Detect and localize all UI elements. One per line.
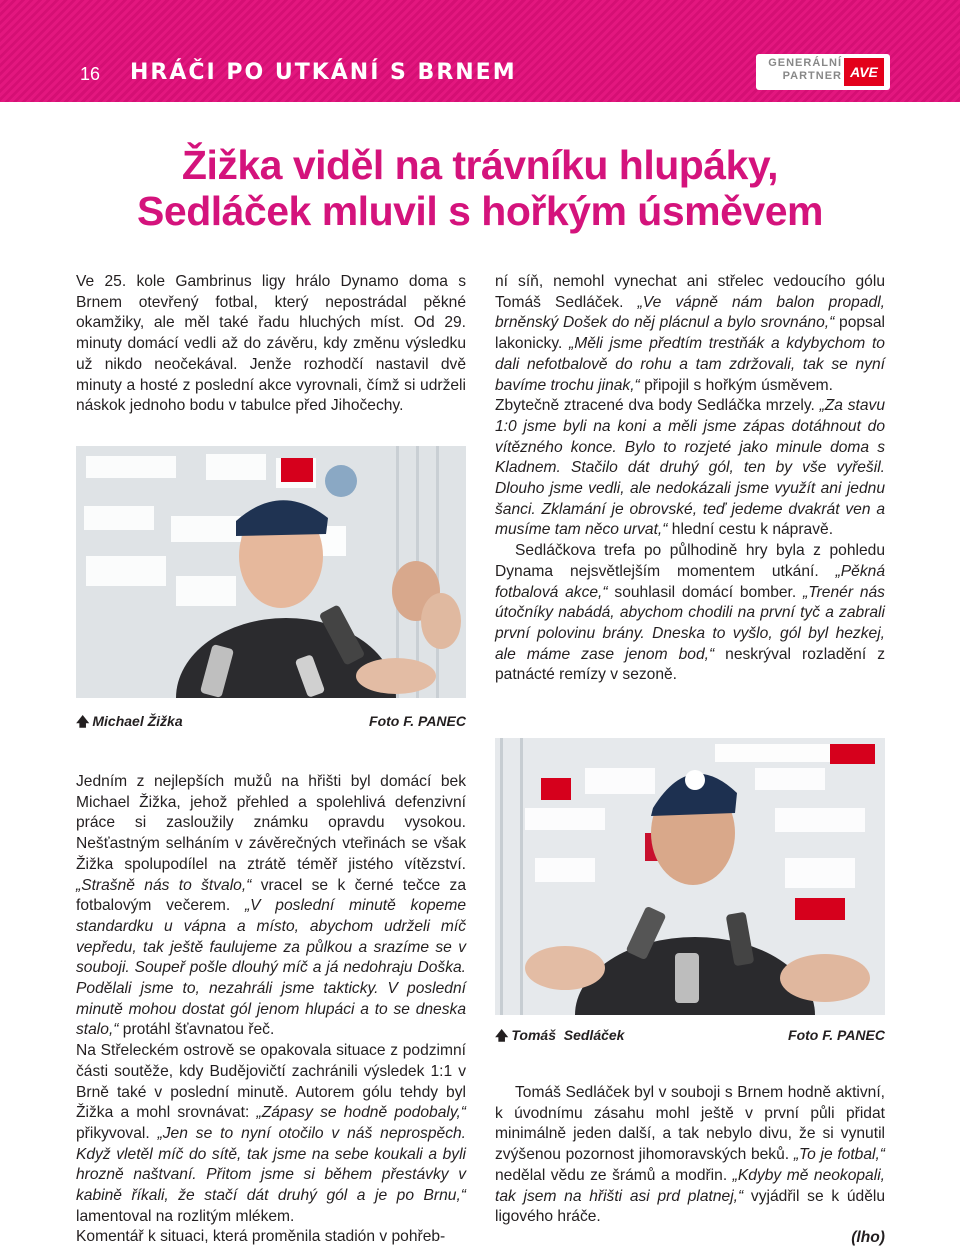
quote: „V poslední minutě kopeme standardku u vápna a místo, abychom udrželi míč vepředu, tak ještě faulujeme za půlkou a srazíme se v souboji. Soupeř pošle dlouhý míč a já nedohraju Doška. Podělali jsme to, nezahráli jsme takticky. V poslední minutě mohou dostat gól jenom hlupáci a to se dneska stalo,“ — [76, 897, 466, 1039]
text-run: protáhl šťavnatou řeč. — [118, 1021, 275, 1039]
quote: „Zápasy se hodně podobaly,“ — [256, 1104, 466, 1122]
quote: „Měli jsme předtím trestňák a kdybychom to dali nefotbalově do rohu a tam zdržovali, tak se nyní bavíme trochu jinak,“ — [495, 335, 885, 394]
text-run: Na Střeleckém ostrově se opakovala situace z podzimní části soutěže, kdy Budějovičtí zachránili výsledek 1:1 v Brně také v poslední minutě. Autorem gólu tehdy byl Žižka a mohl srovnávat: — [76, 1042, 466, 1122]
headline-line1: Žižka viděl na trávníku hlupáky, — [181, 142, 779, 188]
text-run: vracel se k černé tečce za fotbalovým večerem. — [76, 876, 466, 915]
text-run: popsal lakonicky. — [495, 314, 885, 353]
left-column — [76, 772, 466, 1248]
quote: „To je fotbal,“ — [793, 1146, 886, 1164]
right-column-bottom — [495, 1083, 885, 1249]
text-run: Zbytečně ztracené dva body Sedláčka mrzely. — [495, 397, 820, 415]
author-signature: (lho) — [851, 1228, 885, 1246]
intro-paragraph: Ve 25. kole Gambrinus ligy hrálo Dynamo doma s Brnem otevřený fotbal, který nepostrádal pěkné okamžiky, ale měl také řadu hluchých míst. Od 29. minuty domácí vedli až do závěru, kdy změnu výsledku už nikdo neočekával. Jenže rozhodčí nastavil dvě minuty a hosté z poslední akce vyrovnali, čímž si udrželi náskok jednoho bodu v tabulce před Jihočechy. — [76, 273, 466, 415]
right-paragraph-2 — [495, 396, 885, 541]
arrow-up-icon: 🡅 — [495, 1028, 509, 1043]
right-paragraph-1 — [495, 272, 885, 396]
text-run: ní síň, nemohl vynechat ani střelec vedoucího gólu Tomáš Sedláček. — [495, 273, 885, 311]
quote: „Strašně nás to štvalo,“ — [76, 876, 252, 894]
text-run: přikyvoval. — [76, 1124, 158, 1142]
photo2-name: Tomáš Sedláček — [511, 1027, 625, 1043]
article-headline — [0, 142, 960, 234]
text-run: neskrýval rozladění z patnácté remízy v sezoně. — [495, 645, 885, 684]
text-run: hlední cestu k nápravě. — [667, 521, 834, 539]
header-bar — [60, 46, 900, 100]
photo2-caption — [495, 1027, 885, 1049]
right-paragraph-3 — [495, 541, 885, 686]
sponsor-line1: GENERÁLNÍ — [768, 57, 842, 69]
quote: „Za stavu 1:0 jsme byli na koni a měli jsme zápas dotáhnout do vítězného konce. Bylo to rozjeté jako minule doma s Kladnem. Stačilo dát druhý gól, ten by vše vyřešil. Dlouho jsme vedli, ale nedokázali jsme využít ani jednu šanci. Zklamání je obrovské, teď jedeme dvakrát ven a musíme tam něco urvat,“ — [495, 397, 885, 539]
quote: „Ve vápně nám balon propadl, brněnský Došek do něj plácnul a bylo srovnáno,“ — [495, 293, 885, 332]
text-run: lamentoval na rozlitým mlékem. — [76, 1207, 295, 1225]
intro-column — [76, 272, 466, 417]
photo-tomas-sedlacek — [495, 738, 885, 1015]
section-title: HRÁČI PO UTKÁNÍ S BRNEM — [130, 60, 517, 85]
quote: „Kdyby mě neokopali, tak jsem na hřišti asi prd platnej,“ — [495, 1166, 885, 1205]
quote: „Jen se to nyní otočilo v náš neprospěch. Když vletěl míč do sítě, tak jsme na sebe koukali a byli hrozně naštvaní. Přitom jsme si během přestávky v kabině říkali, že stačí dát druhý gól a je po Brnu,“ — [76, 1124, 466, 1205]
text-run: nedělal vědu ze šrámů a modřin. — [495, 1166, 733, 1184]
photo1-name: Michael Žižka — [92, 713, 183, 729]
headline-line2: Sedláček mluvil s hořkým úsměvem — [137, 188, 823, 234]
right-column-top — [495, 272, 885, 686]
photo-sedlacek-image — [495, 738, 885, 1015]
sponsor-line2: PARTNER — [782, 70, 842, 82]
text-run: Sedláčkova trefa po půlhodině hry byla z pohledu Dynama nejsvětlejším momentem utkání. — [495, 542, 885, 580]
left-paragraph-1 — [76, 772, 466, 1041]
quote: „Trenér nás útočníky nabádá, abychom chodili na první tyč a zabrali první polovinu brány. Dneska to vyšlo, gól byl hezkej, ale máme zase jenom bod,“ — [495, 583, 885, 663]
photo-zizka-image — [76, 446, 466, 698]
ave-logo: AVE — [844, 58, 884, 86]
arrow-up-icon: 🡅 — [76, 714, 90, 729]
text-run: vyjádřil se k údělu ligového hráče. — [495, 1187, 886, 1226]
photo2-credit: Foto F. PANEC — [788, 1027, 885, 1043]
photo1-credit: Foto F. PANEC — [369, 713, 466, 729]
text-run: připojil s hořkým úsměvem. — [639, 376, 833, 394]
quote: „Pěkná fotbalová akce,“ — [495, 562, 885, 601]
sponsor-label — [762, 57, 842, 83]
page-number: 16 — [80, 64, 101, 84]
right-paragraph-4 — [495, 1083, 885, 1228]
sponsor-badge — [756, 54, 890, 90]
photo1-caption — [76, 713, 466, 735]
photo-michael-zizka — [76, 446, 466, 698]
text-run: souhlasil domácí bomber. — [607, 583, 804, 601]
left-paragraph-2 — [76, 1041, 466, 1227]
left-paragraph-3: Komentář k situaci, která proměnila stadión v pohřeb- — [76, 1228, 446, 1246]
text-run: Jedním z nejlepších mužů na hřišti byl domácí bek Michael Žižka, jehož přehled a spolehlivá defenzivní práce si zasloužily známku opravdu vysokou. Nešťastným selháním v závěrečných vteřinách se však Žižka spolupodílel na ztrátě téměř jistého vítězství. — [76, 773, 466, 873]
text-run: Tomáš Sedláček byl v souboji s Brnem hodně aktivní, k úvodnímu zásahu mohl ještě v první půli přidat minimálně jeden další, a tak nebylo divu, že si vynutil zvýšenou pozornost jihomoravských beků. — [495, 1084, 885, 1164]
